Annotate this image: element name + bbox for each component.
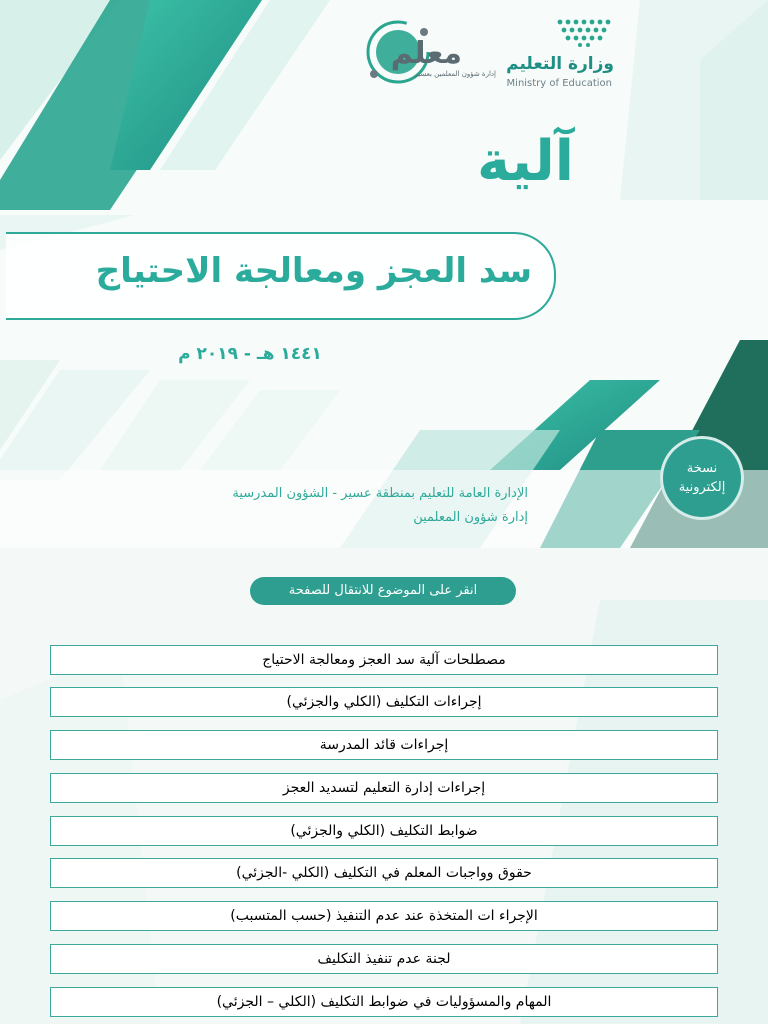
toc-item[interactable]: إجراءات قائد المدرسة [50, 730, 718, 760]
badge-line-2: إلكترونية [678, 480, 726, 495]
teachers-affairs-logo [362, 12, 502, 94]
date: ١٤٤١ هـ - ٢٠١٩ م [178, 344, 322, 364]
subtitle: سد العجز ومعالجة الاحتياج [95, 251, 532, 291]
navigation-instruction: انقر على الموضوع للانتقال للصفحة [250, 577, 516, 605]
logo-word: معلم [390, 36, 462, 71]
toc-item[interactable]: إجراءات التكليف (الكلي والجزئي) [50, 687, 718, 717]
ministry-name-english: Ministry of Education [506, 78, 612, 89]
electronic-version-badge [660, 436, 744, 520]
ministry-name-arabic: وزارة التعليم [506, 54, 614, 74]
ministry-logo [508, 18, 614, 94]
department-line-1: الإدارة العامة للتعليم بمنطقة عسير - الشؤون المدرسية [232, 486, 528, 501]
main-title: آلية [476, 129, 574, 194]
toc-item[interactable]: المهام والمسؤوليات في ضوابط التكليف (الكلي – الجزئي) [50, 987, 718, 1017]
toc-item[interactable]: مصطلحات آلية سد العجز ومعالجة الاحتياج [50, 645, 718, 675]
department-line-2: إدارة شؤون المعلمين [413, 510, 528, 525]
toc-item[interactable]: الإجراء ات المتخذة عند عدم التنفيذ (حسب المتسبب) [50, 901, 718, 931]
logo-subtitle: إدارة شؤون المعلمين بعسير [414, 70, 496, 78]
ministry-emblem-icon [556, 18, 612, 48]
toc-item[interactable]: ضوابط التكليف (الكلي والجزئي) [50, 816, 718, 846]
badge-line-1: نسخة [686, 460, 718, 476]
toc-item[interactable]: إجراءات إدارة التعليم لتسديد العجز [50, 773, 718, 803]
toc-item[interactable]: حقوق وواجبات المعلم في التكليف (الكلي -الجزئي) [50, 858, 718, 888]
subtitle-box [6, 232, 556, 320]
toc-item[interactable]: لجنة عدم تنفيذ التكليف [50, 944, 718, 974]
